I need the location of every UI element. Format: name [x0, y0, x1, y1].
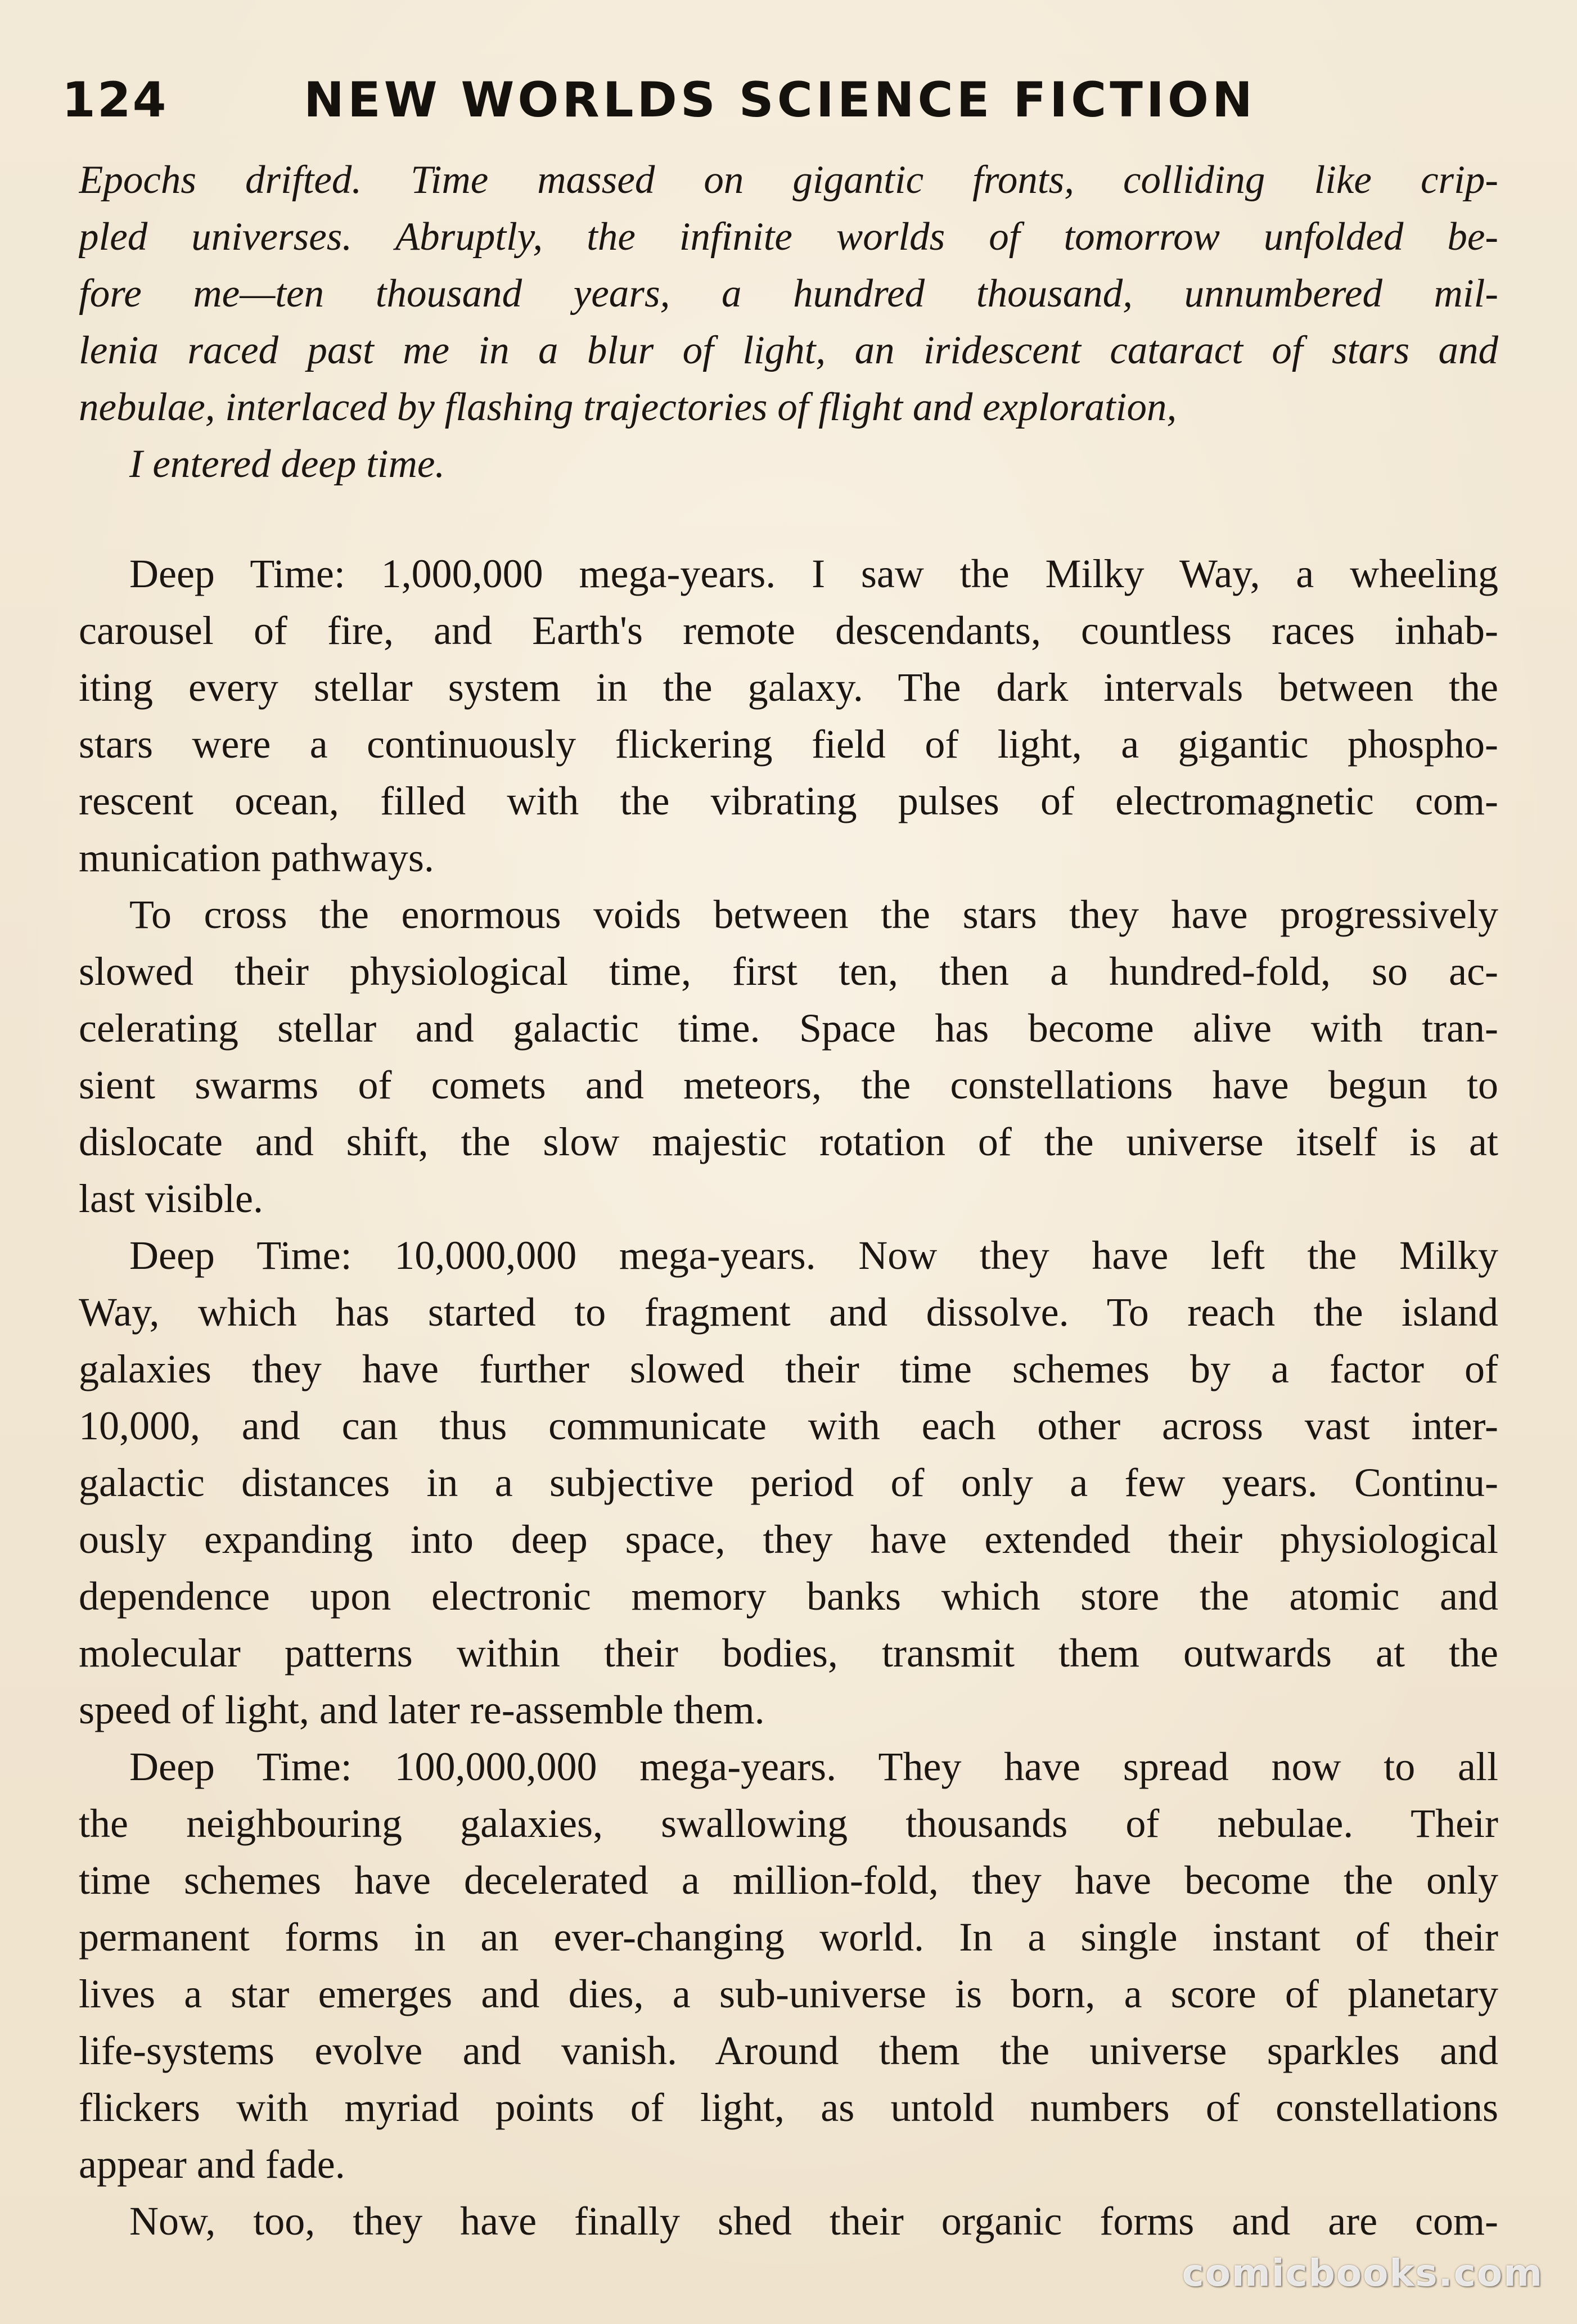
text-line: time schemes have decelerated a million-fold, they have become the only [79, 1858, 1498, 1903]
text-line: munication pathways. [79, 835, 434, 880]
text-line: galaxies they have further slowed their time schemes by a factor of [79, 1346, 1498, 1391]
page-header [62, 72, 1535, 134]
text-line: lives a star emerges and dies, a sub-universe is born, a score of planetary [79, 1971, 1498, 2016]
text-line: dislocate and shift, the slow majestic rotation of the universe itself is at [79, 1119, 1498, 1164]
italic-line: nebulae, interlaced by flashing trajectories of flight and exploration, [79, 385, 1177, 429]
text-line: Way, which has started to fragment and dissolve. To reach the island [79, 1290, 1498, 1335]
page-number: 124 [62, 72, 168, 128]
text-line: Deep Time: 1,000,000 mega-years. I saw the Milky Way, a wheeling [129, 551, 1498, 596]
italic-passage [79, 152, 1498, 493]
paragraph [79, 546, 1498, 886]
italic-line: Epochs drifted. Time massed on gigantic fronts, colliding like crip- [79, 158, 1498, 202]
body-text [79, 546, 1498, 2250]
text-line: flickers with myriad points of light, as untold numbers of constellations [79, 2085, 1498, 2130]
italic-line: fore me—ten thousand years, a hundred thousand, unnumbered mil- [79, 272, 1498, 316]
paragraph [79, 1227, 1498, 1739]
text-line: rescent ocean, filled with the vibrating pulses of electromagnetic com- [79, 778, 1498, 823]
watermark: comicbooks.com [1182, 2251, 1543, 2295]
text-line: Now, too, they have finally shed their organic forms and are com- [129, 2199, 1498, 2244]
text-line: permanent forms in an ever-changing world. In a single instant of their [79, 1915, 1498, 1960]
italic-line: lenia raced past me in a blur of light, an iridescent cataract of stars and [79, 328, 1498, 372]
paragraph [79, 2193, 1498, 2250]
italic-line: pled universes. Abruptly, the infinite worlds of tomorrow unfolded be- [79, 215, 1498, 259]
text-line: carousel of fire, and Earth's remote descendants, countless races inhab- [79, 608, 1498, 653]
text-line: the neighbouring galaxies, swallowing thousands of nebulae. Their [79, 1801, 1498, 1846]
text-line: stars were a continuously flickering field of light, a gigantic phospho- [79, 722, 1498, 767]
text-line: life-systems evolve and vanish. Around them the universe sparkles and [79, 2028, 1498, 2073]
text-line: To cross the enormous voids between the stars they have progressively [129, 892, 1498, 937]
text-line: sient swarms of comets and meteors, the constellations have begun to [79, 1062, 1498, 1107]
text-line: celerating stellar and galactic time. Space has become alive with tran- [79, 1006, 1498, 1051]
text-line: last visible. [79, 1176, 263, 1221]
paragraph [79, 886, 1498, 1227]
paragraph [79, 1739, 1498, 2193]
text-line: dependence upon electronic memory banks which store the atomic and [79, 1574, 1498, 1619]
text-line: speed of light, and later re-assemble them. [79, 1687, 765, 1732]
running-title: NEW WORLDS SCIENCE FICTION [304, 72, 1256, 128]
text-line: appear and fade. [79, 2142, 345, 2187]
text-line: iting every stellar system in the galaxy. The dark intervals between the [79, 665, 1498, 710]
text-line: ously expanding into deep space, they have extended their physiological [79, 1517, 1498, 1562]
text-line: Deep Time: 100,000,000 mega-years. They have spread now to all [129, 1744, 1498, 1789]
text-line: slowed their physiological time, first ten, then a hundred-fold, so ac- [79, 949, 1498, 994]
italic-line: I entered deep time. [129, 442, 445, 486]
text-line: Deep Time: 10,000,000 mega-years. Now they have left the Milky [129, 1233, 1498, 1278]
text-line: molecular patterns within their bodies, transmit them outwards at the [79, 1631, 1498, 1676]
text-line: galactic distances in a subjective period of only a few years. Continu- [79, 1460, 1498, 1505]
text-line: 10,000, and can thus communicate with each other across vast inter- [79, 1403, 1498, 1448]
